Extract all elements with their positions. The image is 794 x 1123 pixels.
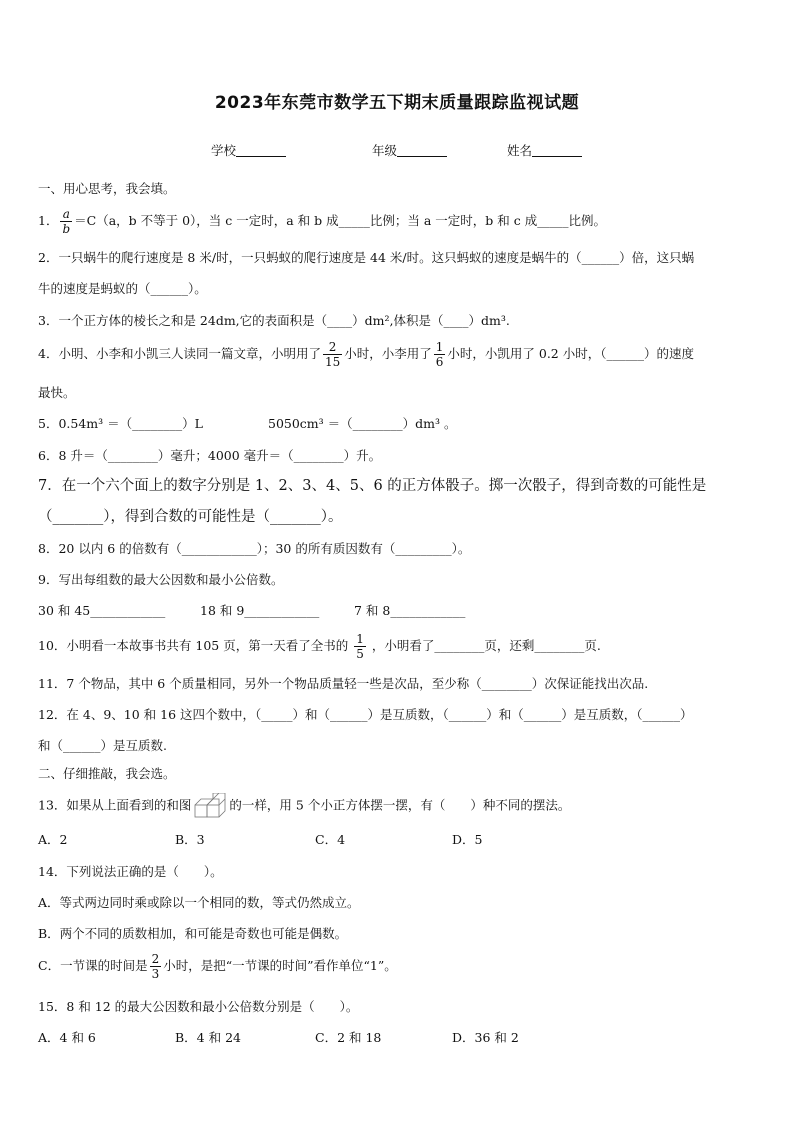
option-13-d[interactable]: D．5 [452,832,483,847]
fraction-denominator: 15 [324,355,341,369]
grade-blank [397,144,447,157]
section-heading-1: 一、用心思考，我会填。 [38,181,176,196]
grade-label: 年级 [372,143,398,158]
question-3: 3．一个正方体的棱长之和是 24dm,它的表面积是（____）dm²,体积是（____）dm³. [38,313,510,328]
question-9-part-a: 30 和 45____________ [38,603,166,618]
question-8: 8．20 以内 6 的倍数有（____________）；30 的所有质因数有（_________）。 [38,541,471,556]
fraction-2-3 [150,952,162,981]
question-number: 1． [38,213,59,228]
top-view-cube-figure [193,793,227,819]
page-title: 2023年东莞市数学五下期末质量跟踪监视试题 [214,93,580,113]
question-text: 13．如果从上面看到的和图 [38,797,192,813]
fraction-numerator: 1 [356,632,364,646]
question-7-line-2: （_______），得到合数的可能性是（_______）。 [38,509,343,525]
question-2-line-2: 牛的速度是蚂蚁的（______）。 [38,281,207,296]
question-2-line-1: 2．一只蜗牛的爬行速度是 8 米/时，一只蚂蚁的爬行速度是 44 米/时。这只蚂蚁的速度是蜗牛的（______）倍，这只蜗 [38,250,695,265]
option-14-a[interactable]: A．等式两边同时乘或除以一个相同的数，等式仍然成立。 [38,895,360,910]
question-9: 9．写出每组数的最大公因数和最小公倍数。 [38,572,284,587]
fraction-numerator: 2 [323,340,342,355]
fraction-1-6 [434,340,446,369]
question-6: 6．8 升＝（________）毫升；4000 毫升＝（________）升。 [38,448,382,463]
question-text: 小时，小凯用了 0.2 小时，（______）的速度 [447,346,694,361]
fraction-a-over-b [60,207,72,236]
section-heading-2: 二、仔细推敲，我会选。 [38,766,176,781]
question-9-part-b: 18 和 9____________ [200,603,320,618]
option-text: 小时，是把“一节课的时间”看作单位“1”。 [163,958,397,973]
question-12-line-2: 和（______）是互质数. [38,738,167,753]
option-15-b[interactable]: B．4 和 24 [175,1030,241,1045]
school-blank [236,144,286,157]
fraction-numerator: 2 [151,952,160,966]
name-label: 姓名 [507,143,533,158]
question-text: 小时，小李用了 [344,346,432,361]
question-11: 11．7 个物品，其中 6 个质量相同，另外一个物品质量轻一些是次品，至少称（________）次保证能找出次品. [38,676,649,691]
question-text: 4．小明、小李和小凯三人读同一篇文章，小明用了 [38,346,321,361]
name-field [507,141,582,159]
question-13 [38,793,570,819]
grade-field [372,141,447,159]
fraction-2-15 [323,340,342,369]
option-text: C．一节课的时间是 [38,958,148,973]
fraction-numerator: 1 [435,340,444,354]
fraction-numerator: a [60,207,72,222]
school-field [211,141,286,159]
option-14-b[interactable]: B．两个不同的质数相加，和可能是奇数也可能是偶数。 [38,926,348,941]
option-15-c[interactable]: C．2 和 18 [315,1030,382,1045]
fraction-denominator: 6 [435,355,444,369]
fraction-denominator: 5 [356,647,364,661]
question-text: ＝C（a，b 不等于 0），当 c 一定时，a 和 b 成_____比例；当 a 一定时，b 和 c 成_____比例。 [74,213,606,228]
question-7-line-1: 7．在一个六个面上的数字分别是 1、2、3、4、5、6 的正方体骰子。掷一次骰子，得到奇数的可能性是 [38,478,707,494]
question-5-part-a: 5．0.54m³ ＝（________）L [38,416,203,431]
option-13-b[interactable]: B．3 [175,832,205,847]
question-9-part-c: 7 和 8____________ [354,603,466,618]
question-text: ，小明看了________页，还剩________页. [371,638,601,653]
question-12-line-1: 12．在 4、9、10 和 16 这四个数中，（_____）和（______）是互质数，（______）和（______）是互质数，（______） [38,707,693,722]
option-13-a[interactable]: A．2 [38,832,68,847]
question-text: 的一样，用 5 个小正方体摆一摆，有（ ）种不同的摆法。 [229,797,571,813]
option-15-a[interactable]: A．4 和 6 [38,1030,96,1045]
question-5-part-b: 5050cm³ ＝（________）dm³ 。 [268,416,457,431]
fraction-denominator: b [62,222,71,236]
option-15-d[interactable]: D．36 和 2 [452,1030,519,1045]
option-14-c[interactable] [38,952,397,981]
question-4-line-1 [38,340,694,369]
option-13-c[interactable]: C．4 [315,832,346,847]
question-10 [38,632,601,661]
fraction-denominator: 3 [151,967,160,981]
fraction-1-5 [354,632,366,661]
question-4-line-2: 最快。 [38,385,76,400]
school-label: 学校 [211,143,237,158]
name-blank [532,144,582,157]
question-text: 10．小明看一本故事书共有 105 页，第一天看了全书的 [38,638,349,653]
question-1 [38,207,606,236]
question-15: 15．8 和 12 的最大公因数和最小公倍数分别是（ ）。 [38,999,359,1014]
question-14: 14．下列说法正确的是（ ）。 [38,864,223,879]
